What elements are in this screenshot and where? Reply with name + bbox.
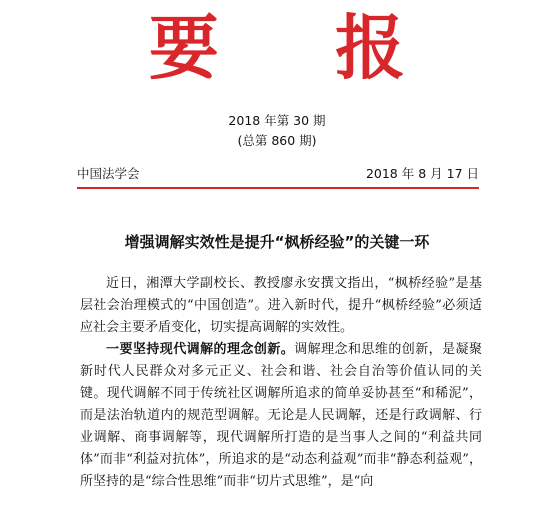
total-issue-number: (总第 860 期) bbox=[237, 133, 317, 148]
article-body bbox=[80, 273, 482, 493]
article-title: 增强调解实效性是提升“枫桥经验”的关键一环 bbox=[124, 233, 430, 251]
publish-date: 2018 年 8 月 17 日 bbox=[365, 166, 479, 181]
red-divider bbox=[77, 187, 479, 189]
point-one-text: 调解理念和思维的创新，是凝聚新时代人民群众对多元正义、社会和谐、社会自治等价值认同的关键。现代调解不同于传统社区调解所追求的简单妥协甚至“和稀泥”，而是法治轨道内的规范型调解。无论是人民调解，还是行政调解、行业调解、商事调解等，现代调解所打造的是当事人之间的“利益共同体”而非“利益对抗体”，所追求的是“动态利益观”而非“静态利益观”，所坚持的是“综合性思维”而非“切片式思维”，是“向 bbox=[80, 342, 482, 489]
issue-number: 2018 年第 30 期 bbox=[228, 113, 326, 128]
point-one-heading: 一要坚持现代调解的理念创新。 bbox=[106, 342, 295, 357]
paragraph-point-one bbox=[80, 339, 482, 493]
paragraph-intro: 近日，湘潭大学副校长、教授廖永安撰文指出，“枫桥经验”是基层社会治理模式的“中国创造”。进入新时代，提升“枫桥经验”必须适应社会主要矛盾变化，切实提高调解的实效性。 bbox=[80, 276, 482, 335]
masthead-title: 要 报 bbox=[148, 6, 452, 89]
organization-name: 中国法学会 bbox=[77, 166, 140, 181]
